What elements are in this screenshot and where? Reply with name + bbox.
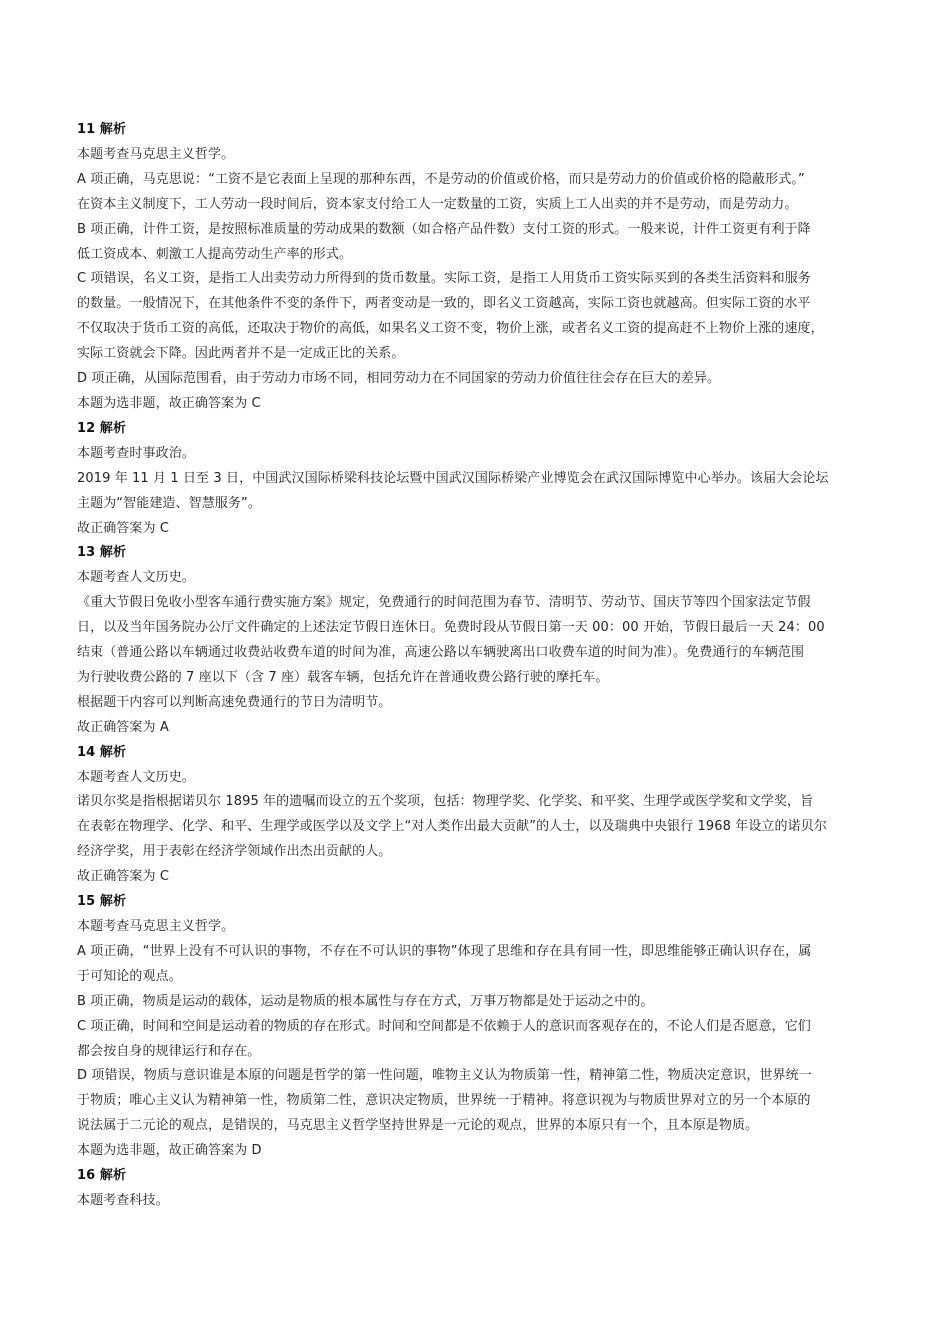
- question-heading: 13 解析: [77, 545, 127, 561]
- text-line: B 项正确，计件工资，是按照标准质量的劳动成果的数额（如合格产品件数）支付工资的形式。一般来说，计件工资更有利于降: [77, 221, 811, 237]
- text-line: 本题考查科技。: [77, 1192, 169, 1208]
- question-heading: 14 解析: [77, 744, 127, 760]
- text-line: 于物质；唯心主义认为精神第一性，物质第二性，意识决定物质，世界统一于精神。将意识视为与物质世界对立的另一个本原的: [77, 1093, 811, 1109]
- text-line: 故正确答案为 A: [77, 719, 169, 735]
- text-line: A 项正确，“世界上没有不可认识的事物，不存在不可认识的事物”体现了思维和存在具有同一性，即思维能够正确认识存在，属: [77, 943, 812, 959]
- text-line: D 项错误，物质与意识谁是本原的问题是哲学的第一性问题，唯物主义认为物质第一性，精神第二性，物质决定意识，世界统一: [77, 1068, 812, 1084]
- text-line: 经济学奖，用于表彰在经济学领域作出杰出贡献的人。: [77, 844, 392, 860]
- text-line: 本题考查马克思主义哲学。: [77, 146, 235, 162]
- text-line: C 项错误，名义工资，是指工人出卖劳动力所得到的货币数量。实际工资，是指工人用货币工资实际买到的各类生活资料和服务: [77, 271, 811, 287]
- text-line: 《重大节假日免收小型客车通行费实施方案》规定，免费通行的时间范围为春节、清明节、劳动节、国庆节等四个国家法定节假: [77, 595, 811, 611]
- text-line: 本题考查人文历史。: [77, 769, 195, 785]
- question-heading: 15 解析: [77, 894, 127, 910]
- text-line: 不仅取决于货币工资的高低，还取决于物价的高低，如果名义工资不变，物价上涨，或者名义工资的提高赶不上物价上涨的速度，: [77, 321, 824, 337]
- question-heading: 12 解析: [77, 420, 127, 436]
- text-line: D 项正确，从国际范围看，由于劳动力市场不同，相同劳动力在不同国家的劳动力价值往往会存在巨大的差异。: [77, 371, 721, 387]
- text-line: 于可知论的观点。: [77, 968, 182, 984]
- text-line: 低工资成本、刺激工人提高劳动生产率的形式。: [77, 246, 353, 262]
- text-line: 为行驶收费公路的 7 座以下（含 7 座）载客车辆，包括允许在普通收费公路行驶的摩托车。: [77, 669, 609, 685]
- text-line: 日，以及当年国务院办公厅文件确定的上述法定节假日连休日。免费时段从节假日第一天 00：00 开始，节假日最后一天 24：00: [77, 620, 825, 636]
- text-line: 的数量。一般情况下，在其他条件不变的条件下，两者变动是一致的，即名义工资越高，实际工资也就越高。但实际工资的水平: [77, 296, 811, 312]
- text-line: 故正确答案为 C: [77, 869, 170, 885]
- question-heading: 16 解析: [77, 1168, 127, 1184]
- text-line: 结束（普通公路以车辆通过收费站收费车道的时间为准，高速公路以车辆驶离出口收费车道的时间为准）。免费通行的车辆范围: [77, 645, 805, 661]
- text-line: B 项正确，物质是运动的载体，运动是物质的根本属性与存在方式，万事万物都是处于运动之中的。: [77, 993, 654, 1009]
- document-body: [77, 118, 882, 1214]
- text-line: A 项正确，马克思说：“工资不是它表面上呈现的那种东西，不是劳动的价值或价格，而只是劳动力的价值或价格的隐蔽形式。”: [77, 171, 805, 187]
- text-line: 2019 年 11 月 1 日至 3 日，中国武汉国际桥梁科技论坛暨中国武汉国际桥梁产业博览会在武汉国际博览中心举办。该届大会论坛: [77, 470, 829, 486]
- text-line: 故正确答案为 C: [77, 520, 170, 536]
- text-line: 说法属于二元论的观点，是错误的，马克思主义哲学坚持世界是一元论的观点，世界的本原只有一个，且本原是物质。: [77, 1118, 759, 1134]
- text-line: 本题为选非题，故正确答案为 C: [77, 395, 261, 411]
- text-line: 实际工资就会下降。因此两者并不是一定成正比的关系。: [77, 346, 405, 362]
- text-line: C 项正确，时间和空间是运动着的物质的存在形式。时间和空间都是不依赖于人的意识而客观存在的，不论人们是否愿意，它们: [77, 1018, 811, 1034]
- text-line: 本题考查马克思主义哲学。: [77, 919, 235, 934]
- text-line: 本题考查时事政治。: [77, 445, 195, 461]
- text-line: 根据题干内容可以判断高速免费通行的节日为清明节。: [77, 694, 392, 710]
- question-heading: 11 解析: [77, 122, 127, 137]
- text-line: 都会按自身的规律运行和存在。: [77, 1043, 261, 1059]
- text-line: 诺贝尔奖是指根据诺贝尔 1895 年的遗嘱而设立的五个奖项，包括：物理学奖、化学奖、和平奖、生理学或医学奖和文学奖，旨: [77, 794, 814, 810]
- text-line: 在资本主义制度下，工人劳动一段时间后，资本家支付给工人一定数量的工资，实质上工人出卖的并不是劳动，而是劳动力。: [77, 196, 798, 212]
- text-line: 主题为“智能建造、智慧服务”。: [77, 495, 261, 511]
- text-line: 本题为选非题，故正确答案为 D: [77, 1143, 262, 1159]
- text-line: 本题考查人文历史。: [77, 570, 195, 586]
- text-line: 在表彰在物理学、化学、和平、生理学或医学以及文学上“对人类作出最大贡献”的人士，以及瑞典中央银行 1968 年设立的诺贝尔: [77, 819, 827, 835]
